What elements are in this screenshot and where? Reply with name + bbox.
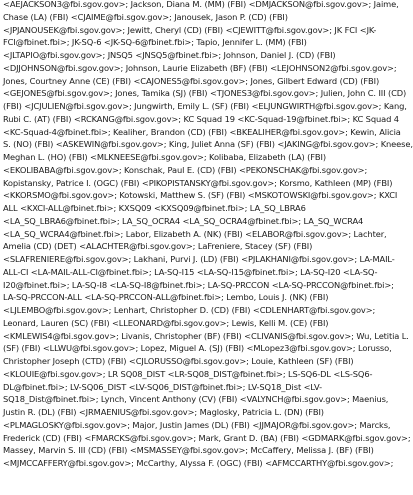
document-text-line: Rubi C. (AT) (FBI) <RCKANG@fbi.sgov.gov>; KC Squad 19 <KC-Squad-19@fbinet.fbi>; KC Squad 4 xyxy=(3,113,398,126)
document-text-line: Massey, Marvin S. III (CD) (FBI) <MSMASSEY@fbi.sgov.gov>; McCaffery, Melissa J. (BF) (FBI) xyxy=(3,444,398,457)
document-text-line: Chase (LA) (FBI) <CJAIME@fbi.sgov.gov>; Janousek, Jason P. (CD) (FBI) xyxy=(3,11,398,24)
document-text-line: ALL <KXCI-ALL@fbinet.fbi>; KXSQ09 <KXSQ09@fbinet.fbi>; LA_SQ_LBRA6 xyxy=(3,202,398,215)
document-text-line: I20@fbinet.fbi>; LA-SQ-I8 <LA-SQ-I8@fbinet.fbi>; LA-SQ-PRCCON <LA-SQ-PRCCON@fbinet.fbi>; xyxy=(3,279,398,292)
document-text-line: Amelia (CD) (DET) <ALACHTER@fbi.sgov.gov>; LaFreniere, Stacey (SF) (FBI) xyxy=(3,240,398,253)
document-text-line: <LJLEMBO@fbi.sgov.gov>; Lenhart, Christopher D. (CD) (FBI) <CDLENHART@fbi.sgov.gov>; xyxy=(3,304,398,317)
document-text-line: DL@fbinet.fbi>; LV-SQ06_DIST <LV-SQ06_DIST@fbinet.fbi>; LV-SQ18_Dist <LV- xyxy=(3,381,398,394)
document-text-line: SQ18_Dist@fbinet.fbi>; Lynch, Vincent Anthony (CV) (FBI) <VALYNCH@fbi.sgov.gov>; Maenius, xyxy=(3,393,398,406)
document-text-line: <LA_SQ_WCRA4@fbinet.fbi>; Labor, Elizabeth A. (NK) (FBI) <ELABOR@fbi.sgov.gov>; Lachter, xyxy=(3,228,398,241)
document-text-line: <KC-Squad-4@fbinet.fbi>; Kealiher, Brandon (CD) (FBI) <BKEALIHER@fbi.sgov.gov>; Kewin, Alicia xyxy=(3,126,398,139)
document-text-line: <JPJANOUSEK@fbi.sgov.gov>; Jewitt, Cheryl (CD) (FBI) <CJEWITT@fbi.sgov.gov>; JK FCI <JK- xyxy=(3,24,398,37)
document-text-line xyxy=(3,470,398,483)
document-text-line: FCI@fbinet.fbi>; JK-SQ-6 <JK-SQ-6@fbinet.fbi>; Tapio, Jennifer L. (MM) (FBI) xyxy=(3,36,398,49)
document-text-line: <LA_SQ_LBRA6@fbinet.fbi>; LA_SQ_OCRA4 <LA_SQ_OCRA4@fbinet.fbi>; LA_SQ_WCRA4 xyxy=(3,215,398,228)
document-text-line: S. (NO) (FBI) <ASKEWIN@fbi.sgov.gov>; King, Juliet Anna (SF) (FBI) <JAKING@fbi.sgov.gov>; Kneese, xyxy=(3,138,398,151)
document-text-line: <DJJOHNSON@fbi.sgov.gov>; Johnson, Laurie Elizabeth (BF) (FBI) <LEJOHNSON2@fbi.sgov.gov>; xyxy=(3,62,398,75)
document-text-line: <KKORSMO@fbi.sgov.gov>; Kotowski, Matthew S. (SF) (FBI) <MSKOTOWSKI@fbi.sgov.gov>; KXCI xyxy=(3,189,398,202)
document-text-line xyxy=(3,483,398,495)
document-text-line: <EKOLIBABA@fbi.sgov.gov>; Konschak, Paul E. (CD) (FBI) <PEKONSCHAK@fbi.sgov.gov>; xyxy=(3,164,398,177)
document-text-line: ALL-CI <LA-MAIL-ALL-CI@fbinet.fbi>; LA-SQ-I15 <LA-SQ-I15@fbinet.fbi>; LA-SQ-I20 <LA-SQ- xyxy=(3,266,398,279)
document-text-line: (SF) (FBI) <LLWU@fbi.sgov.gov>; Lopez, Miguel A. (SJ) (FBI) <MLopez3@fbi.sgov.gov>; Lorusso, xyxy=(3,342,398,355)
document-text-line: <AEJACKSON3@fbi.sgov.gov>; Jackson, Diana M. (MM) (FBI) <DMJACKSON@fbi.sgov.gov>; Jaime, xyxy=(3,0,398,11)
document-text-line: <GEJONES@fbi.sgov.gov>; Jones, Tamika (SJ) (FBI) <TJONES3@fbi.sgov.gov>; Julien, John C. III (CD) xyxy=(3,87,398,100)
document-text-line: Justin R. (DL) (FBI) <JRMAENIUS@fbi.sgov.gov>; Maglosky, Patricia L. (DN) (FBI) xyxy=(3,406,398,419)
document-text-line: Leonard, Lauren (SC) (FBI) <LLEONARD@fbi.sgov.gov>; Lewis, Kelli M. (CE) (FBI) xyxy=(3,317,398,330)
document-text-line: <SLAFRENIERE@fbi.sgov.gov>; Lakhani, Purvi J. (LD) (FBI) <PJLAKHANI@fbi.sgov.gov>; LA-MAIL- xyxy=(3,253,398,266)
document-text-line: <PLMAGLOSKY@fbi.sgov.gov>; Major, Justin James (DL) (FBI) <JJMAJOR@fbi.sgov.gov>; Marcks, xyxy=(3,419,398,432)
document-text-line: Frederick (CD) (FBI) <FMARCKS@fbi.sgov.gov>; Mark, Grant D. (BA) (FBI) <GDMARK@fbi.sgov.gov>; xyxy=(3,432,398,445)
document-text-line: <KLOUIE@fbi.sgov.gov>; LR SQ08_DIST <LR-SQ08_DIST@fbinet.fbi>; LS-SQ6-DL <LS-SQ6- xyxy=(3,368,398,381)
document-text-line: <KMLEWIS4@fbi.sgov.gov>; Livanis, Christopher (BF) (FBI) <CLIVANIS@fbi.sgov.gov>; Wu, Letitia L. xyxy=(3,330,398,343)
document-text-line: <MJMCCAFFERY@fbi.sgov.gov>; McCarthy, Alyssa F. (OGC) (FBI) <AFMCCARTHY@fbi.sgov.gov>; xyxy=(3,457,398,470)
document-text-line: LA-SQ-PRCCON-ALL <LA-SQ-PRCCON-ALL@fbinet.fbi>; Lembo, Louis J. (NK) (FBI) xyxy=(3,291,398,304)
document-text-line: Kopistansky, Patrice I. (OGC) (FBI) <PIKOPISTANSKY@fbi.sgov.gov>; Korsmo, Kathleen (MP) (FBI) xyxy=(3,177,398,190)
document-text-line: Jones, Courtney Anne (CE) (FBI) <CAJONES5@fbi.sgov.gov>; Jones, Gilbert Edward (CD) (FBI) xyxy=(3,75,398,88)
document-text-line: Christopher Joseph (CTD) (FBI) <CJLORUSSO@fbi.sgov.gov>; Louie, Kathleen (SF) (FBI) xyxy=(3,355,398,368)
document-text-line: Meghan L. (HO) (FBI) <MLKNEESE@fbi.sgov.gov>; Kolibaba, Elizabeth (LA) (FBI) xyxy=(3,151,398,164)
document-text-line: (FBI) <JCJULIEN@fbi.sgov.gov>; Jungwirth, Emily L. (SF) (FBI) <ELJUNGWIRTH@fbi.sgov.gov>; Kang, xyxy=(3,100,398,113)
document-text-line: <JLTAPIO@fbi.sgov.gov>; JNSQ5 <JNSQ5@fbinet.fbi>; Johnson, Daniel J. (CD) (FBI) xyxy=(3,49,398,62)
